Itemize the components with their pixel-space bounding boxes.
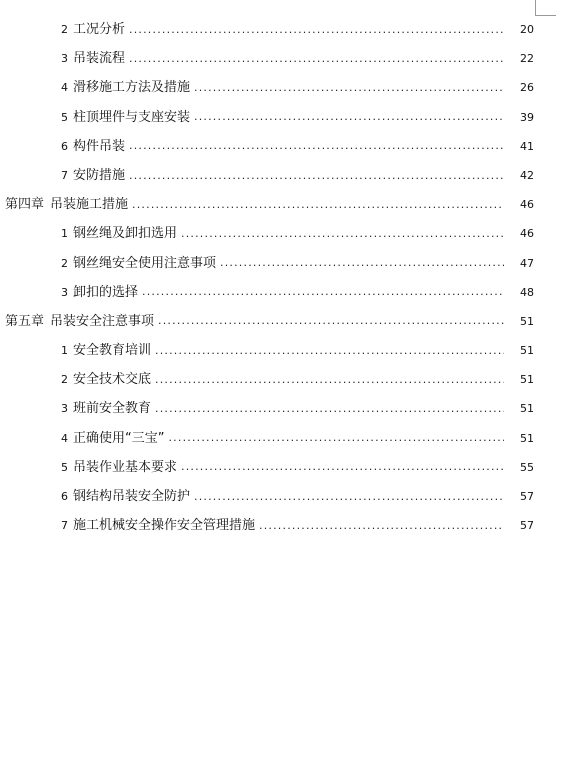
section-number: 3	[61, 285, 68, 299]
toc-page-number: 39	[520, 110, 534, 124]
section-number: 4	[61, 431, 68, 445]
page-corner-mark	[535, 0, 556, 16]
dot-leader	[259, 518, 504, 534]
toc-page-number: 51	[520, 402, 534, 416]
dot-leader	[194, 80, 504, 96]
section-number: 3	[61, 402, 68, 416]
dot-leader	[168, 430, 504, 446]
toc-entry-heading	[61, 365, 151, 394]
toc-entry-title: 钢结构吊装安全防护	[73, 489, 191, 504]
section-number: 6	[61, 139, 68, 153]
toc-section-entry[interactable]	[0, 453, 568, 482]
dot-leader	[220, 255, 504, 271]
section-number: 5	[61, 460, 68, 474]
toc-page-number: 26	[520, 81, 534, 95]
section-number: 1	[61, 344, 68, 358]
dot-leader	[158, 313, 504, 329]
toc-entry-title: 吊装作业基本要求	[73, 459, 178, 475]
toc-entry-heading	[61, 424, 164, 453]
section-number: 1	[61, 227, 68, 241]
section-number: 3	[61, 52, 68, 66]
dot-leader	[155, 343, 504, 359]
dot-leader	[194, 109, 504, 125]
dot-leader	[129, 22, 504, 38]
toc-page-number: 51	[520, 344, 534, 358]
toc-page-number: 47	[520, 256, 534, 270]
section-number: 7	[61, 168, 68, 182]
toc-entry-title: 安防措施	[73, 167, 126, 183]
toc-entry-title: 安全技术交底	[73, 372, 152, 388]
toc-page-number: 46	[520, 198, 534, 212]
toc-page-number: 42	[520, 168, 534, 182]
toc-page-number: 20	[520, 23, 534, 36]
toc-section-entry[interactable]	[0, 103, 568, 132]
toc-entry-heading	[61, 511, 255, 540]
toc-entry-heading	[61, 394, 151, 423]
toc-page-number: 51	[520, 431, 534, 445]
section-number: 6	[61, 490, 68, 503]
toc-entry-heading	[61, 161, 125, 190]
toc-section-entry[interactable]	[0, 482, 568, 511]
toc-entry-title: 钢丝绳安全使用注意事项	[73, 255, 217, 271]
toc-section-entry[interactable]	[0, 394, 568, 423]
toc-page-number: 57	[520, 490, 534, 503]
toc-section-entry[interactable]	[0, 219, 568, 248]
toc-entry-heading	[61, 132, 125, 161]
toc-entry-heading	[5, 190, 128, 219]
toc-entry-title: 钢丝绳及卸扣选用	[73, 226, 178, 242]
toc-section-entry[interactable]	[0, 278, 568, 307]
toc-section-entry[interactable]	[0, 511, 568, 540]
toc-page-number: 57	[520, 519, 534, 533]
toc-entry-title: 吊装安全注意事项	[50, 313, 155, 329]
dot-leader	[155, 401, 504, 417]
toc-entry-title: 班前安全教育	[73, 401, 152, 417]
toc-entry-title: 吊装流程	[73, 51, 126, 67]
toc-entry-heading	[61, 482, 190, 511]
dot-leader	[129, 168, 504, 184]
toc-entry-title: 施工机械安全操作安全管理措施	[73, 518, 256, 534]
toc-section-entry[interactable]	[0, 132, 568, 161]
toc-entry-heading	[61, 15, 125, 44]
toc-entry-heading	[61, 249, 216, 278]
toc-entry-heading	[61, 219, 177, 248]
toc-section-entry[interactable]	[0, 249, 568, 278]
toc-entry-title: 工况分析	[73, 22, 126, 37]
toc-entry-heading	[61, 73, 190, 102]
dot-leader	[132, 197, 504, 213]
toc-page-number: 51	[520, 373, 534, 387]
toc-entry-heading	[61, 103, 190, 132]
toc-page-number: 46	[520, 227, 534, 241]
toc-page-number: 51	[520, 314, 534, 328]
dot-leader	[129, 138, 504, 154]
table-of-contents	[0, 15, 568, 540]
toc-page-number: 48	[520, 285, 534, 299]
dot-leader	[181, 459, 504, 475]
toc-section-entry[interactable]	[0, 161, 568, 190]
toc-entry-heading	[61, 336, 151, 365]
toc-entry-heading	[61, 278, 138, 307]
toc-page-number: 41	[520, 139, 534, 153]
toc-entry-title: 安全教育培训	[73, 343, 152, 359]
dot-leader	[194, 489, 504, 505]
toc-chapter-entry[interactable]	[0, 190, 568, 219]
toc-entry-heading	[61, 44, 125, 73]
section-number: 2	[61, 23, 68, 36]
section-number: 4	[61, 81, 68, 95]
toc-chapter-entry[interactable]	[0, 307, 568, 336]
section-number: 2	[61, 256, 68, 270]
toc-entry-title: 滑移施工方法及措施	[73, 80, 191, 96]
toc-entry-title: 吊装施工措施	[50, 197, 129, 213]
dot-leader	[129, 51, 504, 67]
chapter-number: 第五章	[5, 313, 45, 329]
toc-entry-heading	[61, 453, 177, 482]
toc-entry-heading	[5, 307, 154, 336]
dot-leader	[142, 284, 504, 300]
section-number: 7	[61, 519, 68, 533]
toc-page-number: 55	[520, 460, 534, 474]
toc-entry-title: 卸扣的选择	[73, 284, 139, 300]
toc-section-entry[interactable]	[0, 424, 568, 453]
toc-section-entry[interactable]	[0, 44, 568, 73]
toc-section-entry[interactable]	[0, 365, 568, 394]
toc-section-entry[interactable]	[0, 73, 568, 102]
chapter-number: 第四章	[5, 197, 45, 213]
section-number: 2	[61, 373, 68, 387]
toc-section-entry[interactable]	[0, 15, 568, 44]
toc-page-number: 22	[520, 52, 534, 66]
toc-entry-title: 正确使用“三宝”	[73, 430, 165, 446]
toc-entry-title: 构件吊装	[73, 138, 126, 154]
section-number: 5	[61, 110, 68, 124]
toc-section-entry[interactable]	[0, 336, 568, 365]
toc-entry-title: 柱顶埋件与支座安装	[73, 109, 191, 125]
dot-leader	[155, 372, 504, 388]
dot-leader	[181, 226, 504, 242]
